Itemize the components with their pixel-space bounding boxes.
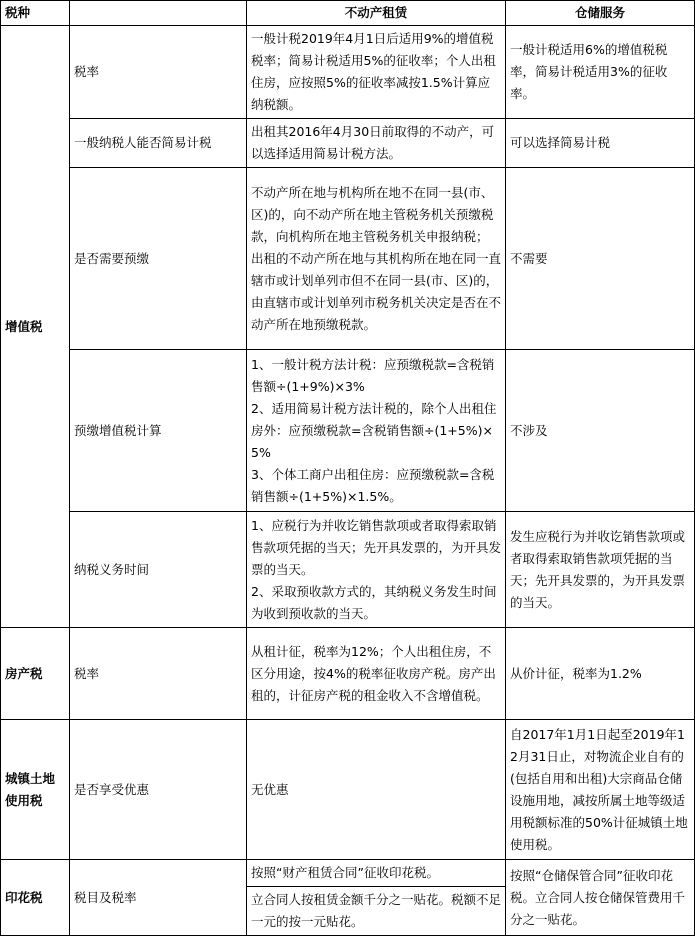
lease-cell: 不动产所在地与机构所在地不在同一县(市、区)的，向不动产所在地主管税务机关预缴税款，向机构所在地主管税务机关申报纳税； 出租的不动产所在地与其机构所在地在同一直辖市或计划单列市但不在同一县(市、区)的，由直辖市或计划单列市税务机关决定是否在不动产所在地预缴税款。 (247, 168, 506, 350)
warehouse-cell: 按照“仓储保管合同”征收印花税。立合同人按仓储保管费用千分之一贴花。 (506, 860, 695, 936)
table-row (1, 119, 695, 168)
table-row (1, 860, 695, 887)
item-cell: 税率 (70, 628, 247, 720)
item-cell: 税率 (70, 26, 247, 119)
tax-name-property: 房产税 (1, 628, 70, 720)
lease-cell: 从租计征，税率为12%；个人出租住房，不区分用途，按4%的税率征收房产税。房产出租的，计征房产税的租金收入不含增值税。 (247, 628, 506, 720)
header-real-estate-lease: 不动产租赁 (247, 1, 506, 26)
tax-name-stamp: 印花税 (1, 860, 70, 936)
warehouse-cell: 从价计征，税率为1.2% (506, 628, 695, 720)
warehouse-cell: 不涉及 (506, 350, 695, 512)
item-cell: 是否需要预缴 (70, 168, 247, 350)
table-row (1, 628, 695, 720)
warehouse-cell: 发生应税行为并收讫销售款项或者取得索取销售款项凭据的当天；先开具发票的，为开具发票的当天。 (506, 512, 695, 628)
warehouse-cell: 不需要 (506, 168, 695, 350)
lease-cell: 1、一般计税方法计税：应预缴税款=含税销售额÷(1+9%)×3% 2、适用简易计税方法计税的，除个人出租住房外：应预缴税款=含税销售额÷(1+5%)×5% 3、个体工商户出租住房：应预缴税款=含税销售额÷(1+5%)×1.5%。 (247, 350, 506, 512)
warehouse-cell: 可以选择简易计税 (506, 119, 695, 168)
tax-name-land-use: 城镇土地使用税 (1, 720, 70, 860)
header-row (1, 1, 695, 26)
table-row (1, 26, 695, 119)
table-row (1, 512, 695, 628)
warehouse-cell: 自2017年1月1日起至2019年12月31日止，对物流企业自有的(包括自用和出租)大宗商品仓储设施用地，减按所属土地等级适用税额标准的50%计征城镇土地使用税。 (506, 720, 695, 860)
warehouse-cell: 一般计税适用6%的增值税税率，简易计税适用3%的征收率。 (506, 26, 695, 119)
header-tax: 税种 (1, 1, 70, 26)
item-cell: 纳税义务时间 (70, 512, 247, 628)
header-item (70, 1, 247, 26)
table-row (1, 720, 695, 860)
item-cell: 税目及税率 (70, 860, 247, 936)
item-cell: 预缴增值税计算 (70, 350, 247, 512)
lease-cell: 按照“财产租赁合同”征收印花税。 (247, 860, 506, 887)
table-row (1, 350, 695, 512)
lease-cell: 立合同人按租赁金额千分之一贴花。税额不足一元的按一元贴花。 (247, 887, 506, 936)
table-row (1, 168, 695, 350)
lease-cell: 1、应税行为并收讫销售款项或者取得索取销售款项凭据的当天；先开具发票的，为开具发票的当天。 2、采取预收款方式的，其纳税义务发生时间为收到预收款的当天。 (247, 512, 506, 628)
lease-cell: 出租其2016年4月30日前取得的不动产，可以选择适用简易计税方法。 (247, 119, 506, 168)
item-cell: 一般纳税人能否简易计税 (70, 119, 247, 168)
header-warehousing: 仓储服务 (506, 1, 695, 26)
lease-cell: 一般计税2019年4月1日后适用9%的增值税税率；简易计税适用5%的征收率；个人出租住房，应按照5%的征收率减按1.5%计算应纳税额。 (247, 26, 506, 119)
tax-name-vat: 增值税 (1, 26, 70, 628)
lease-cell: 无优惠 (247, 720, 506, 860)
item-cell: 是否享受优惠 (70, 720, 247, 860)
